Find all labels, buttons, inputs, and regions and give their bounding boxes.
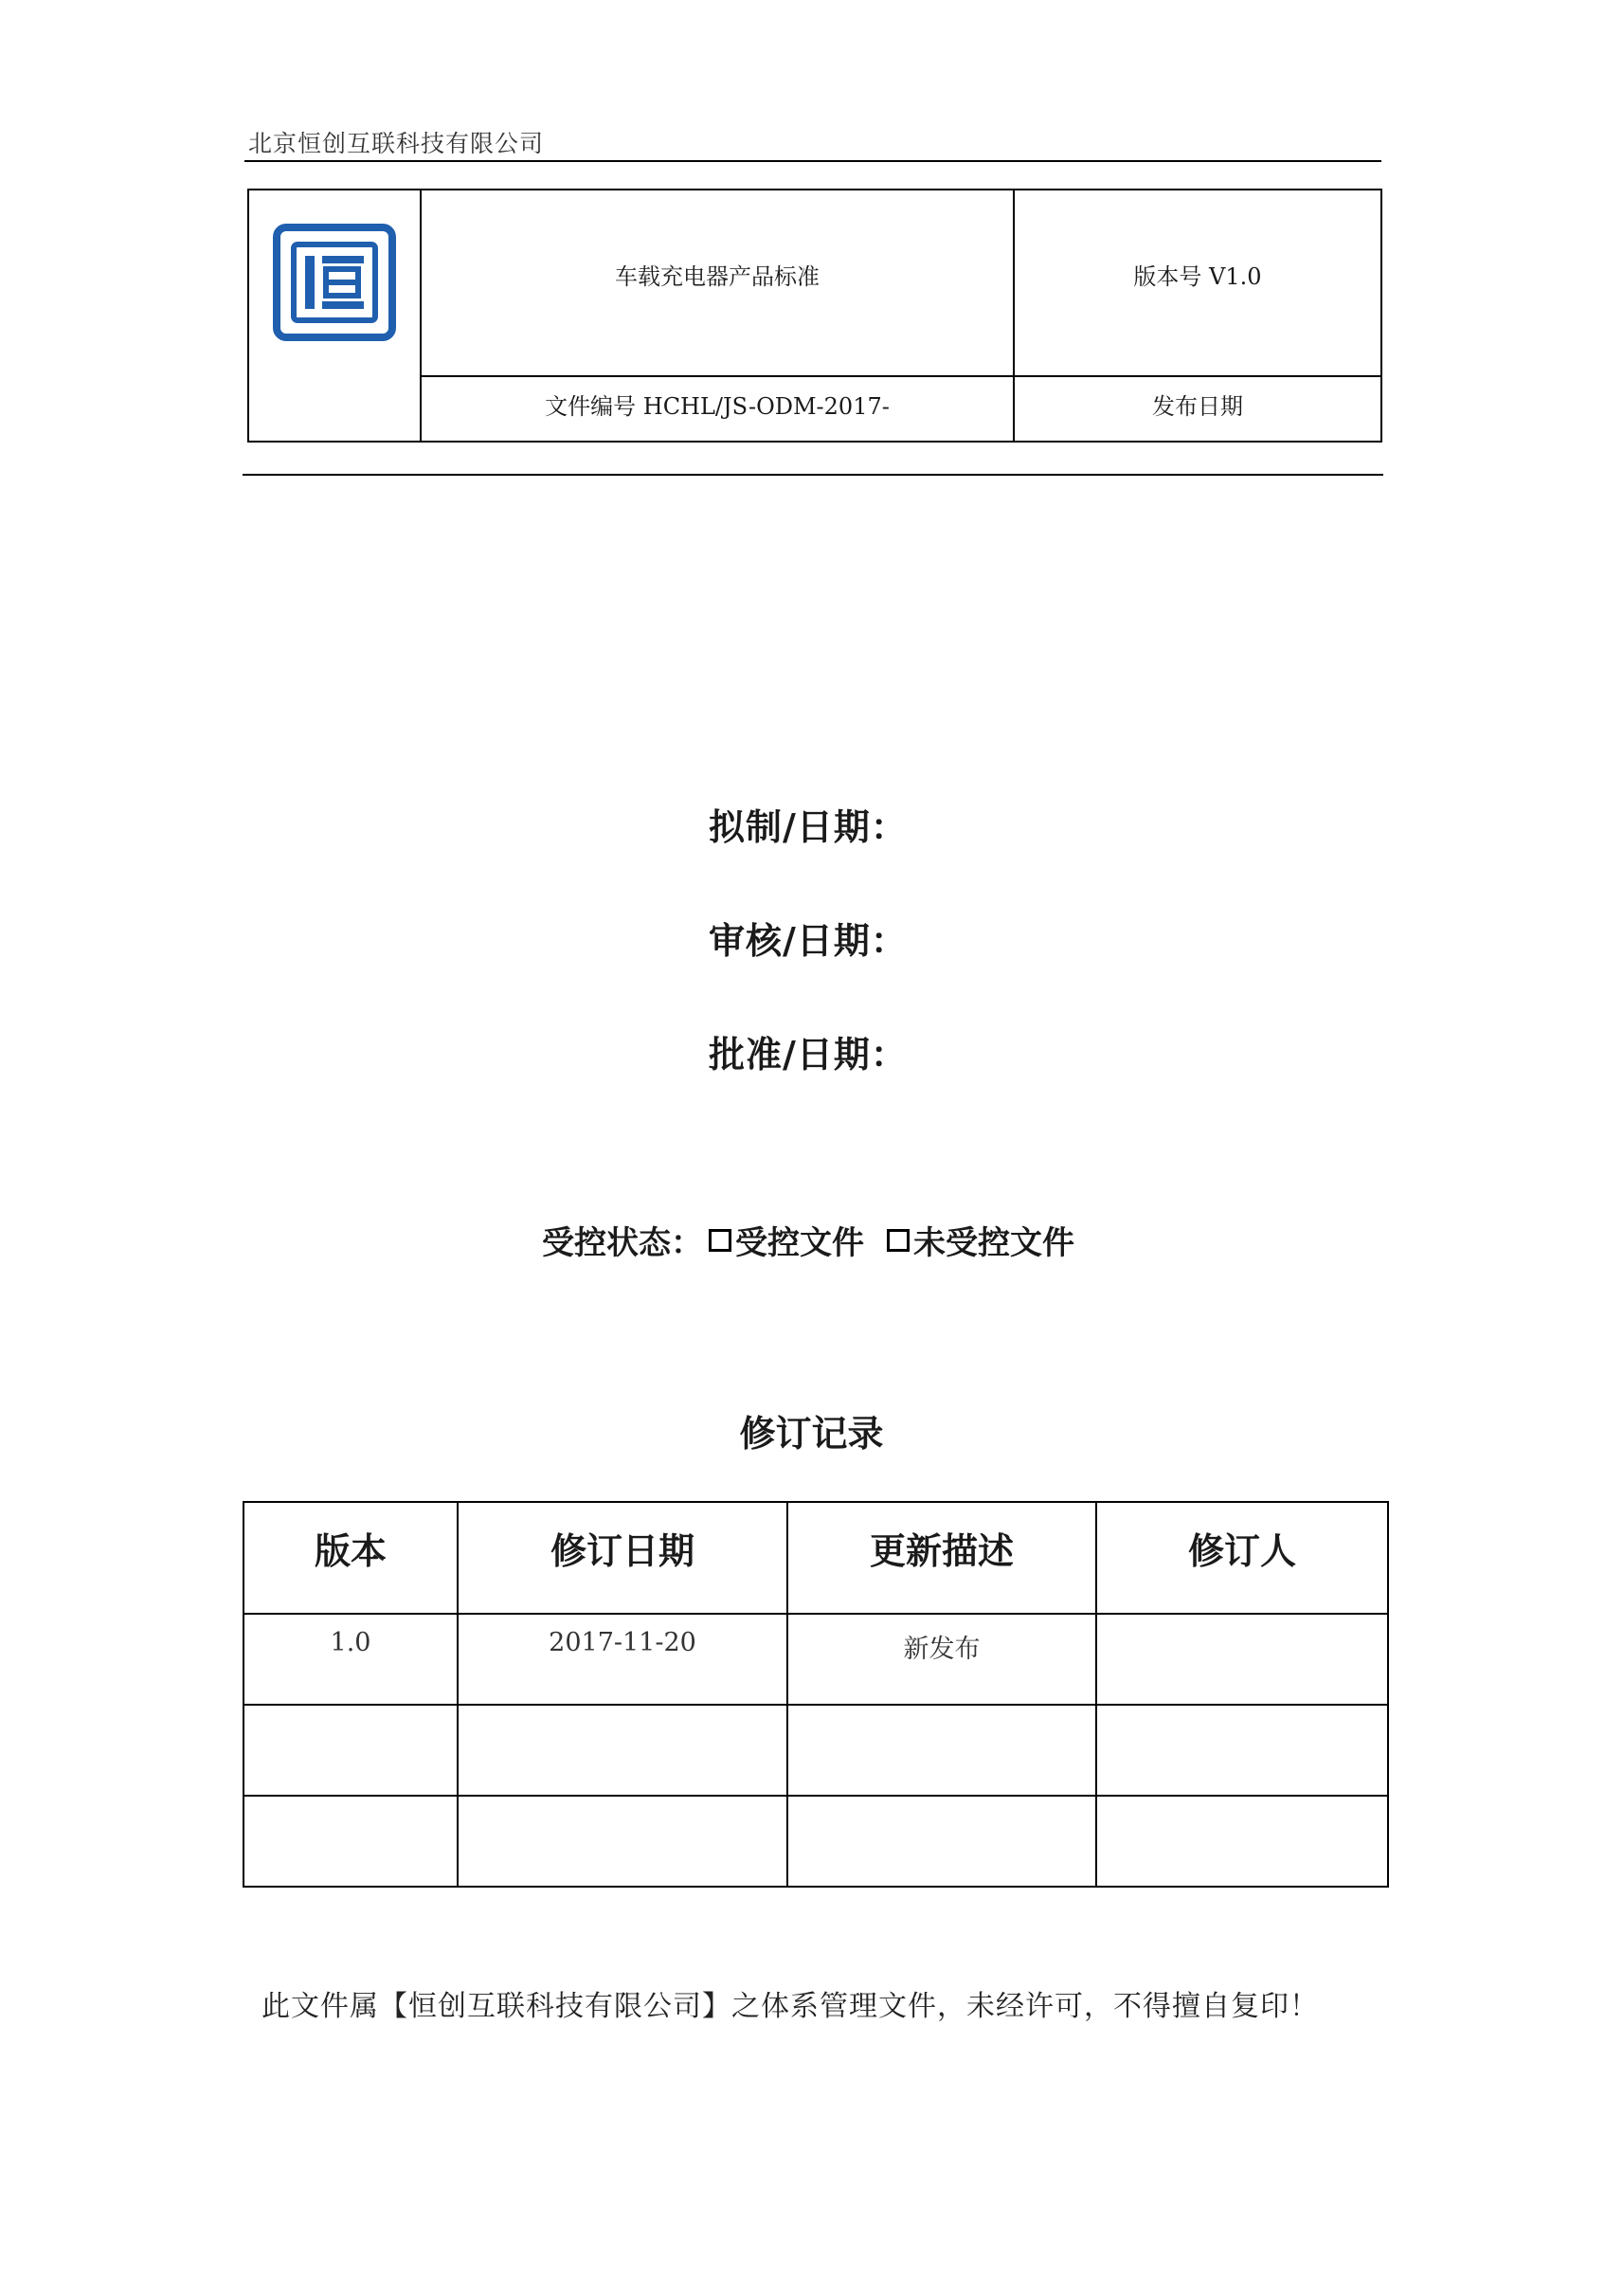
version-number: 版本号 V1.0 xyxy=(1133,263,1262,290)
cell-reviser xyxy=(1096,1796,1388,1887)
copyright-notice: 此文件属【恒创互联科技有限公司】之体系管理文件，未经许可，不得擅自复印！ xyxy=(261,1990,1319,2023)
release-date-cell xyxy=(1015,377,1380,441)
reviewed-date-label: 审核/日期： xyxy=(709,920,908,962)
document-title: 车载充电器产品标准 xyxy=(615,263,820,290)
table-row xyxy=(243,1796,1388,1887)
uncontrolled-checkbox[interactable] xyxy=(887,1229,910,1252)
cell-revision-date: 2017-11-20 xyxy=(458,1614,787,1705)
cell-version xyxy=(243,1705,458,1796)
version-cell xyxy=(1015,190,1380,377)
cell-reviser xyxy=(1096,1614,1388,1705)
header-version: 版本 xyxy=(243,1502,458,1614)
option-uncontrolled-label: 未受控文件 xyxy=(913,1224,1074,1262)
option-controlled[interactable] xyxy=(703,1217,864,1263)
cell-update-description: 新发布 xyxy=(787,1614,1096,1705)
cell-revision-date xyxy=(458,1705,787,1796)
cell-version: 1.0 xyxy=(243,1614,458,1705)
header-rule xyxy=(244,160,1381,162)
release-date-label: 发布日期 xyxy=(1152,393,1243,420)
revision-table xyxy=(243,1501,1389,1888)
cell-update-description xyxy=(787,1705,1096,1796)
control-status-label: 受控状态： xyxy=(542,1224,703,1262)
header-reviser: 修订人 xyxy=(1096,1502,1388,1614)
revision-header-row xyxy=(243,1502,1388,1614)
logo-cell xyxy=(249,190,422,441)
document-number: 文件编号 HCHL/JS-ODM-2017- xyxy=(545,393,890,420)
drafted-date-label: 拟制/日期： xyxy=(709,806,908,848)
cell-version xyxy=(243,1796,458,1887)
cell-reviser xyxy=(1096,1705,1388,1796)
company-header: 北京恒创互联科技有限公司 xyxy=(248,130,545,157)
option-controlled-label: 受控文件 xyxy=(735,1224,864,1262)
title-underline xyxy=(243,474,1383,476)
revision-record-title: 修订记录 xyxy=(739,1413,884,1455)
option-uncontrolled[interactable] xyxy=(881,1217,1074,1263)
header-revision-date: 修订日期 xyxy=(458,1502,787,1614)
document-title-cell xyxy=(422,190,1015,377)
approved-date-label: 批准/日期： xyxy=(709,1034,908,1076)
cell-update-description xyxy=(787,1796,1096,1887)
table-row xyxy=(243,1614,1388,1705)
control-status xyxy=(542,1217,1091,1263)
table-row xyxy=(243,1705,1388,1796)
header-update-description: 更新描述 xyxy=(787,1502,1096,1614)
cell-revision-date xyxy=(458,1796,787,1887)
controlled-checkbox[interactable] xyxy=(709,1229,731,1252)
heng-logo-icon xyxy=(273,224,396,341)
document-info-table xyxy=(247,189,1382,443)
document-number-cell xyxy=(422,377,1015,441)
